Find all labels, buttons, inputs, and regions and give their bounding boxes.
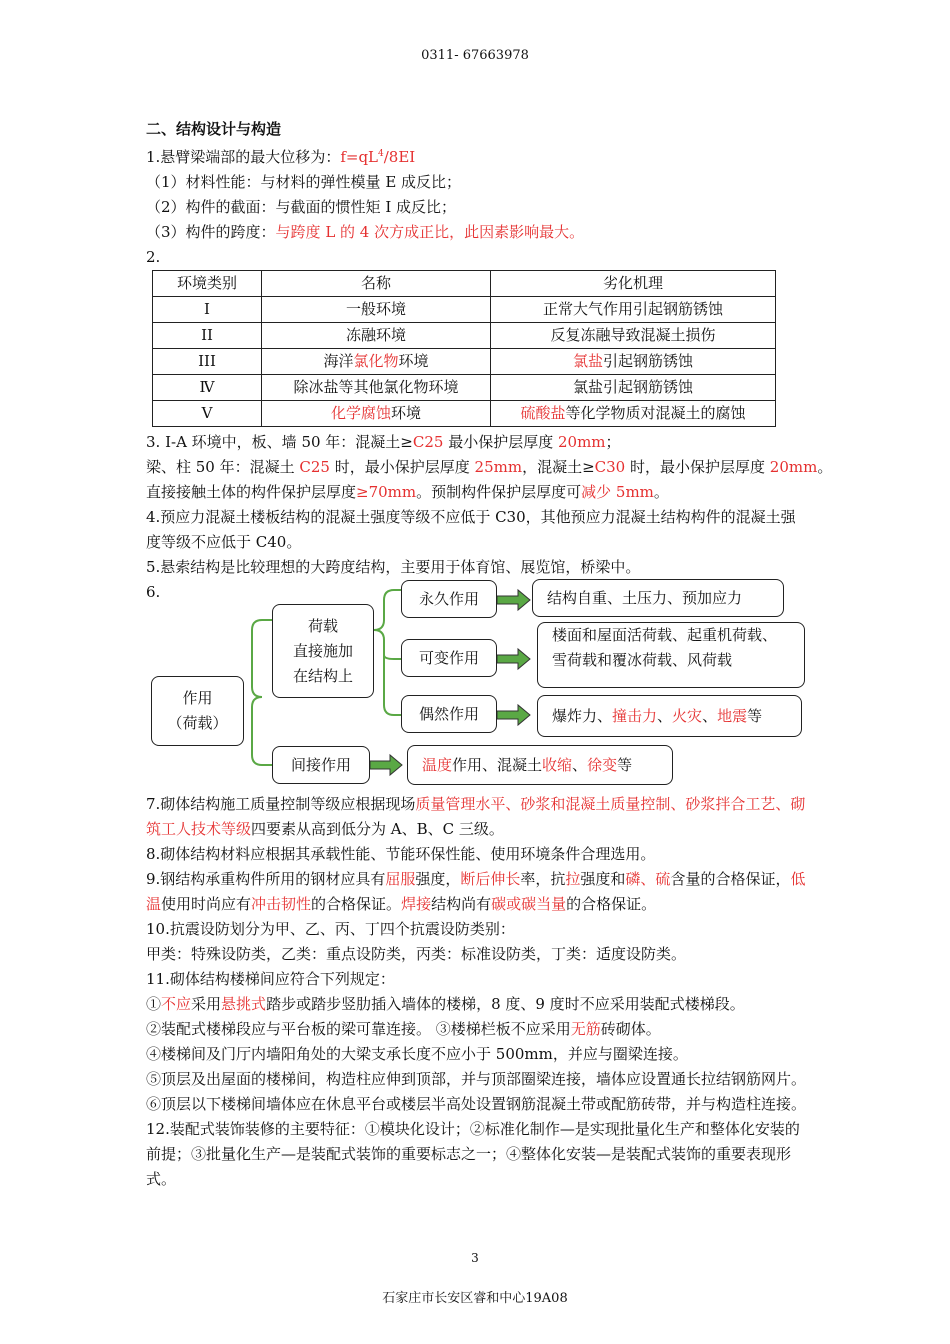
table-header-row: [153, 271, 776, 297]
item-10-line2: 甲类：特殊设防类，乙类：重点设防类，丙类：标准设防类，丁类：适度设防类。: [146, 945, 687, 963]
arrow-accidental: [497, 705, 530, 725]
table-header: 劣化机理: [491, 271, 776, 297]
item-11-point3: ④楼梯间及门厅内墙阳角处的大梁支承长度不应小于 500mm，并应与圈梁连接。: [146, 1045, 688, 1063]
table-row: I 一般环境 正常大气作用引起钢筋锈蚀: [153, 297, 776, 323]
accidental-desc: 爆炸力、撞击力、火灾、地震等: [537, 695, 802, 737]
item-1: 1.悬臂梁端部的最大位移为：$f=qL^4/8EI$: [146, 148, 416, 166]
item-3-line2: 梁、柱 50 年：混凝土 C25 时，最小保护层厚度 25mm，混凝土≥C30 时，最小保护层厚度 20mm。: [146, 458, 833, 476]
header-phone: 0311- 67663978: [421, 48, 529, 63]
arrow-variable: [497, 649, 530, 669]
item-11-point4: ⑤顶层及出屋面的楼梯间，构造柱应伸到顶部，并与顶部圈梁连接，墙体应设置通长拉结钢筋网片。⑥顶层以下楼梯间墙体应在休息平台或楼层半高处设置钢筋混凝土带或配筋砖带，并与构造柱连接。: [146, 1070, 807, 1113]
brace-to-accidental: [384, 655, 402, 715]
item-1-sub1: （1）材料性能：与材料的弹性模量 E 成反比；: [146, 173, 462, 191]
item-1-sub3: （3）构件的跨度：与跨度 L 的 4 次方成正比，此因素影响最大。: [146, 223, 585, 241]
item-6-label: 6.: [146, 583, 161, 601]
table-header: 环境类别: [153, 271, 262, 297]
footer-address: 石家庄市长安区睿和中心19A08: [382, 1291, 568, 1306]
item-4: 4.预应力混凝土楼板结构的混凝土强度等级不应低于 C30，其他预应力混凝土结构构件的混凝土强度等级不应低于 C40。: [146, 508, 796, 551]
table-row: III 海洋氯化物环境 氯盐引起钢筋锈蚀: [153, 349, 776, 375]
table-row: II 冻融环境 反复冻融导致混凝土损伤: [153, 323, 776, 349]
variable-desc: 楼面和屋面活荷载、起重机荷载、 雪荷载和覆冰荷载、风荷载: [537, 622, 805, 688]
item-10-line1: 10.抗震设防划分为甲、乙、丙、丁四个抗震设防类别：: [146, 920, 515, 938]
brace-to-variable: [374, 630, 402, 659]
table-header: 名称: [262, 271, 491, 297]
item-7: 7.砌体结构施工质量控制等级应根据现场质量管理水平、砂浆和混凝土质量控制、砂浆拌合工艺、砌筑工人技术等级四要素从高到低分为 A、B、C 三级。: [146, 795, 806, 838]
direct-load-node: 荷载 直接施加 在结构上: [272, 604, 374, 698]
page-number: 3: [471, 1251, 479, 1265]
table-row: Ⅳ 除冰盐等其他氯化物环境 氯盐引起钢筋锈蚀: [153, 375, 776, 401]
root-node: 作用 （荷载）: [151, 676, 244, 746]
indirect-node: 间接作用: [272, 746, 370, 784]
permanent-desc: 结构自重、土压力、预加应力: [532, 579, 784, 617]
item-3-line1: 3. Ⅰ-A 环境中，板、墙 50 年：混凝土≥C25 最小保护层厚度 20mm；: [146, 433, 621, 451]
variable-node: 可变作用: [401, 639, 497, 677]
item-5: 5.悬索结构是比较理想的大跨度结构，主要用于体育馆、展览馆，桥梁中。: [146, 558, 641, 576]
item-11-point1: ①不应采用悬挑式踏步或踏步竖肋插入墙体的楼梯，8 度、9 度时不应采用装配式楼梯段。: [146, 995, 745, 1013]
section-title: 二、结构设计与构造: [146, 120, 282, 138]
content-bottom: [146, 792, 808, 1192]
item-11-title: 11.砌体结构楼梯间应符合下列规定：: [146, 970, 395, 988]
environment-table: [152, 270, 776, 427]
arrow-indirect: [370, 755, 402, 775]
table-row: V 化学腐蚀环境 硫酸盐等化学物质对混凝土的腐蚀: [153, 401, 776, 427]
indirect-desc: 温度作用、混凝土收缩、徐变等: [407, 745, 673, 785]
item-1-sub2: （2）构件的截面：与截面的惯性矩 I 成反比；: [146, 198, 457, 216]
item-3-line3: 直接接触土体的构件保护层厚度≥70mm。预制构件保护层厚度可减少 5mm。: [146, 483, 669, 501]
item-2-label: 2.: [146, 248, 161, 266]
item-11-point2: ②装配式楼梯段应与平台板的梁可靠连接。 ③楼梯栏板不应采用无筋砖砌体。: [146, 1020, 661, 1038]
item-8: 8.砌体结构材料应根据其承载性能、节能环保性能、使用环境条件合理选用。: [146, 845, 656, 863]
brace-to-indirect: [252, 697, 272, 765]
permanent-node: 永久作用: [401, 580, 497, 618]
brace-to-direct: [252, 620, 272, 697]
item-9: 9.钢结构承重构件所用的钢材应具有屈服强度，断后伸长率，抗拉强度和磷、硫含量的合格保证，低温使用时尚应有冲击韧性的合格保证。焊接结构尚有碳或碳当量的合格保证。: [146, 870, 806, 913]
accidental-node: 偶然作用: [401, 695, 497, 733]
content-top: [146, 117, 833, 605]
item-12: 12.装配式装饰装修的主要特征：①模块化设计；②标准化制作—是实现批量化生产和整体化安装的前提；③批量化生产—是装配式装饰的重要标志之一；④整体化安装—是装配式装饰的重要表现形式。: [146, 1120, 800, 1188]
